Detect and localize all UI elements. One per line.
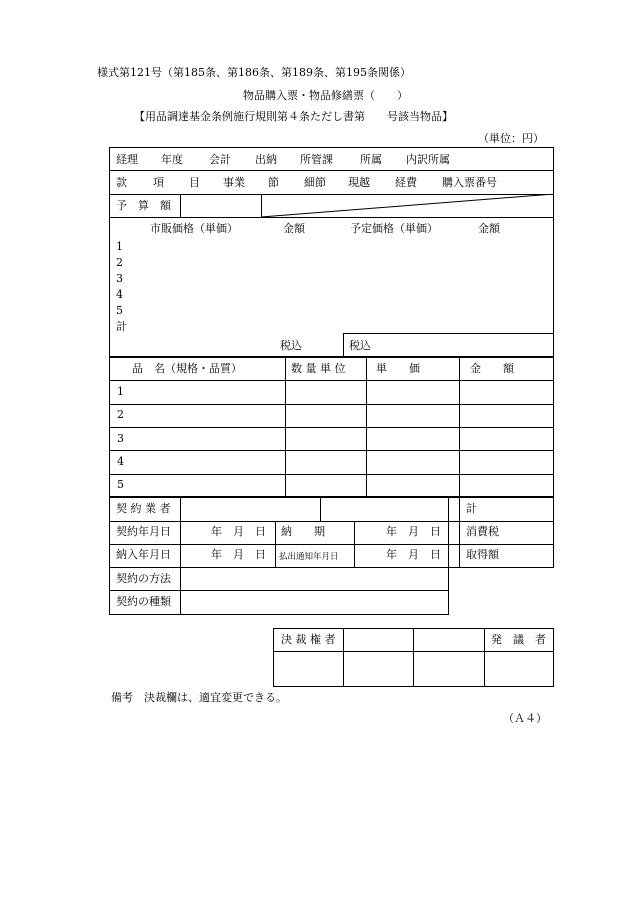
delivery-date-label: 納入年月日 <box>116 548 171 561</box>
proposer-label: 発 議 者 <box>491 633 546 646</box>
item-row-1: 1 <box>117 385 124 398</box>
paper-size-label: （Ａ４） <box>503 712 547 725</box>
kounyu-bangou-label: 購入票番号 <box>442 176 497 189</box>
authority-label: 決 裁 権 者 <box>281 633 336 646</box>
unit-price-header: 単 価 <box>376 362 420 375</box>
nendo-label: 年度 <box>161 153 183 166</box>
page-subtitle: 【用品調達基金条例施行規則第４条ただし書第 号該当物品】 <box>134 110 453 123</box>
keihi-label: 経費 <box>395 176 417 189</box>
price-row-1: 1 <box>116 240 123 253</box>
setsu-label: 節 <box>268 176 279 189</box>
tax-included-right: 税込 <box>349 339 371 352</box>
page-title: 物品購入票・物品修繕票（ ） <box>243 89 408 102</box>
kaikei-label: 会計 <box>209 153 231 166</box>
contract-date-label: 契約年月日 <box>116 525 171 538</box>
deadline-label: 納 期 <box>281 525 325 538</box>
shokanka-label: 所管課 <box>300 153 333 166</box>
tax-label: 消費税 <box>466 525 499 538</box>
suitou-label: 出納 <box>255 153 277 166</box>
item-row-2: 2 <box>117 408 124 421</box>
price-row-2: 2 <box>116 256 123 269</box>
item-name-header: 品 名（規格・品質） <box>132 362 242 375</box>
budget-label: 予 算 額 <box>116 199 171 212</box>
form-number: 様式第121号（第185条、第186条、第189条、第195条関係） <box>97 66 411 79</box>
amount-header: 金 額 <box>470 362 514 375</box>
market-price-header: 市販価格（単価） <box>150 222 238 235</box>
item-row-4: 4 <box>117 455 124 468</box>
tax-included-left: 税込 <box>280 339 302 352</box>
price-row-total: 計 <box>116 320 127 333</box>
remarks-note: 備考 決裁欄は、適宜変更できる。 <box>111 691 287 704</box>
saisetsu-label: 細節 <box>304 176 326 189</box>
quantity-unit-header: 数 量 単 位 <box>291 362 346 375</box>
planned-price-header: 予定価格（単価） <box>350 222 438 235</box>
moku-label: 目 <box>189 176 200 189</box>
amount-header-1: 金額 <box>283 222 305 235</box>
notice-date-ymd: 年 月 日 <box>386 548 441 561</box>
genetsu-label: 現越 <box>348 176 370 189</box>
notice-date-label: 払出通知年月日 <box>279 552 339 562</box>
contract-date-ymd: 年 月 日 <box>211 525 266 538</box>
vendor-label: 契 約 業 者 <box>116 502 171 515</box>
uchiwake-label: 内訳所属 <box>406 153 450 166</box>
amount-header-2: 金額 <box>478 222 500 235</box>
keiri-label: 経理 <box>116 153 138 166</box>
budget-diagonal <box>261 194 554 217</box>
unit-label: （単位：円） <box>478 132 544 145</box>
contract-kind-label: 契約の種類 <box>116 595 171 608</box>
total-label: 計 <box>466 502 477 515</box>
shozoku-label: 所属 <box>360 153 382 166</box>
contract-method-label: 契約の方法 <box>116 572 171 585</box>
kan-label: 款 <box>116 176 127 189</box>
item-row-3: 3 <box>117 432 124 445</box>
price-row-4: 4 <box>116 288 123 301</box>
delivery-date-ymd: 年 月 日 <box>211 548 266 561</box>
item-row-5: 5 <box>117 478 124 491</box>
price-row-3: 3 <box>116 272 123 285</box>
jigyou-label: 事業 <box>223 176 245 189</box>
deadline-ymd: 年 月 日 <box>386 525 441 538</box>
price-row-5: 5 <box>116 304 123 317</box>
kou-label: 項 <box>153 176 164 189</box>
acquisition-label: 取得額 <box>466 548 499 561</box>
